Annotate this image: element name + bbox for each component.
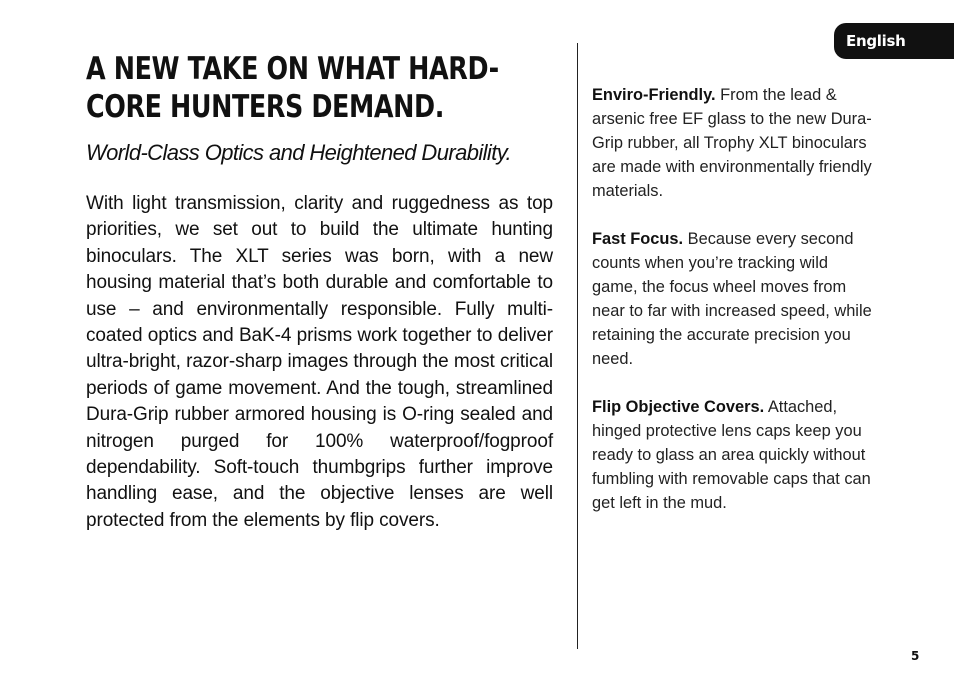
feature-title: Enviro-Friendly. (592, 86, 716, 104)
main-column (86, 50, 553, 534)
feature-title: Fast Focus. (592, 230, 684, 248)
features-column (592, 83, 872, 539)
feature-fast-focus (592, 227, 872, 371)
feature-text: Attached, hinged protective lens caps keep you ready to glass an area quickly without fumbling with removable caps that can get left in the mud. (592, 398, 871, 512)
language-tab (834, 23, 954, 59)
feature-text: Because every second counts when you’re tracking wild game, the focus wheel moves from near to far with increased speed, while retaining the accurate precision you need. (592, 230, 872, 368)
feature-title: Flip Objective Covers. (592, 398, 765, 416)
page-headline: A NEW TAKE ON WHAT HARD-CORE HUNTERS DEMAND. (86, 51, 499, 125)
column-divider (577, 43, 578, 649)
feature-text: From the lead & arsenic free EF glass to the new Dura-Grip rubber, all Trophy XLT binoculars are made with environmentally friendly materials. (592, 86, 872, 200)
body-paragraph: With light transmission, clarity and ruggedness as top priorities, we set out to build the ultimate hunting binoculars. The XLT series was born, with a new housing material that’s both durable and comfortable to use – and environmentally responsible. Fully multi-coated optics and BaK-4 prisms work together to deliver ultra-bright, razor-sharp images through the most critical periods of game movement. And the tough, streamlined Dura-Grip rubber armored housing is O-ring sealed and nitrogen purged for 100% waterproof/fogproof dependability. Soft-touch thumbgrips further improve handling ease, and the objective lenses are well protected from the elements by flip covers. (86, 193, 553, 531)
page-subheadline: World-Class Optics and Heightened Durability. (86, 140, 511, 165)
page-number: 5 (911, 649, 920, 663)
feature-enviro-friendly (592, 83, 872, 203)
language-label: English (846, 32, 906, 50)
feature-flip-objective-covers (592, 395, 872, 515)
